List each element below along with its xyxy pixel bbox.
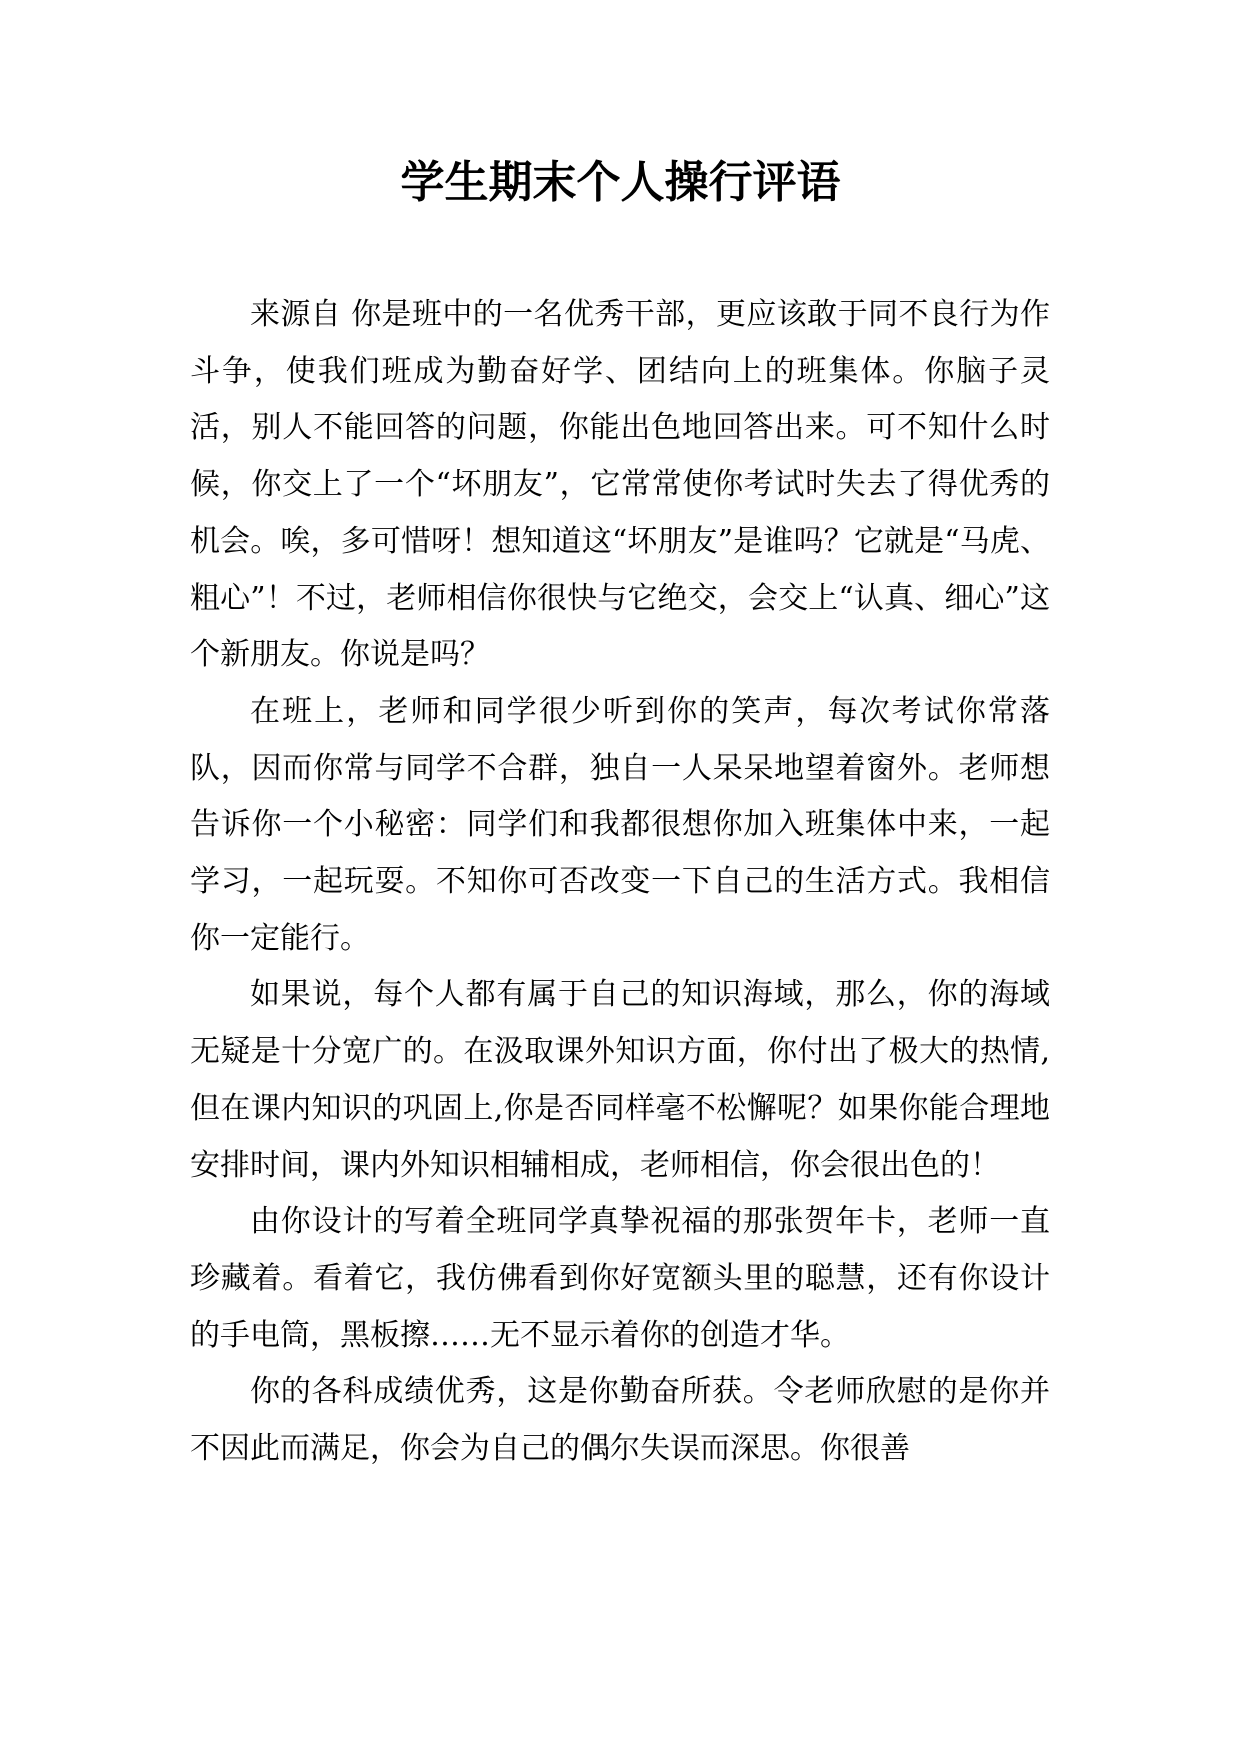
paragraph: 来源自 你是班中的一名优秀干部，更应该敢于同不良行为作斗争，使我们班成为勤奋好学、团结向上的班集体。你脑子灵活，别人不能回答的问题，你能出色地回答出来。可不知什么时候，你交上了一个“坏朋友”，它常常使你考试时失去了得优秀的机会。唉，多可惜呀！想知道这“坏朋友”是谁吗？它就是“马虎、粗心”！不过，老师相信你很快与它绝交，会交上“认真、细心”这个新朋友。你说是吗？ bbox=[190, 297, 1050, 673]
paragraph: 在班上，老师和同学很少听到你的笑声，每次考试你常落队，因而你常与同学不合群，独自一人呆呆地望着窗外。老师想告诉你一个小秘密：同学们和我都很想你加入班集体中来，一起学习，一起玩耍。不知你可否改变一下自己的生活方式。我相信你一定能行。 bbox=[190, 693, 1050, 956]
document-title: 学生期末个人操行评语 bbox=[400, 157, 841, 208]
paragraph: 如果说，每个人都有属于自己的知识海域，那么，你的海域无疑是十分宽广的。在汲取课外知识方面，你付出了极大的热情,但在课内知识的巩固上,你是否同样毫不松懈呢？如果你能合理地安排时间，课内外知识相辅相成，老师相信，你会很出色的！ bbox=[190, 977, 1050, 1183]
paragraph: 你的各科成绩优秀，这是你勤奋所获。令老师欣慰的是你并不因此而满足，你会为自己的偶尔失误而深思。你很善 bbox=[190, 1374, 1050, 1467]
paragraph: 由你设计的写着全班同学真挚祝福的那张贺年卡，老师一直珍藏着。看着它，我仿佛看到你好宽额头里的聪慧，还有你设计的手电筒，黑板擦……无不显示着你的创造才华。 bbox=[190, 1204, 1050, 1353]
document-body bbox=[190, 287, 1050, 1478]
